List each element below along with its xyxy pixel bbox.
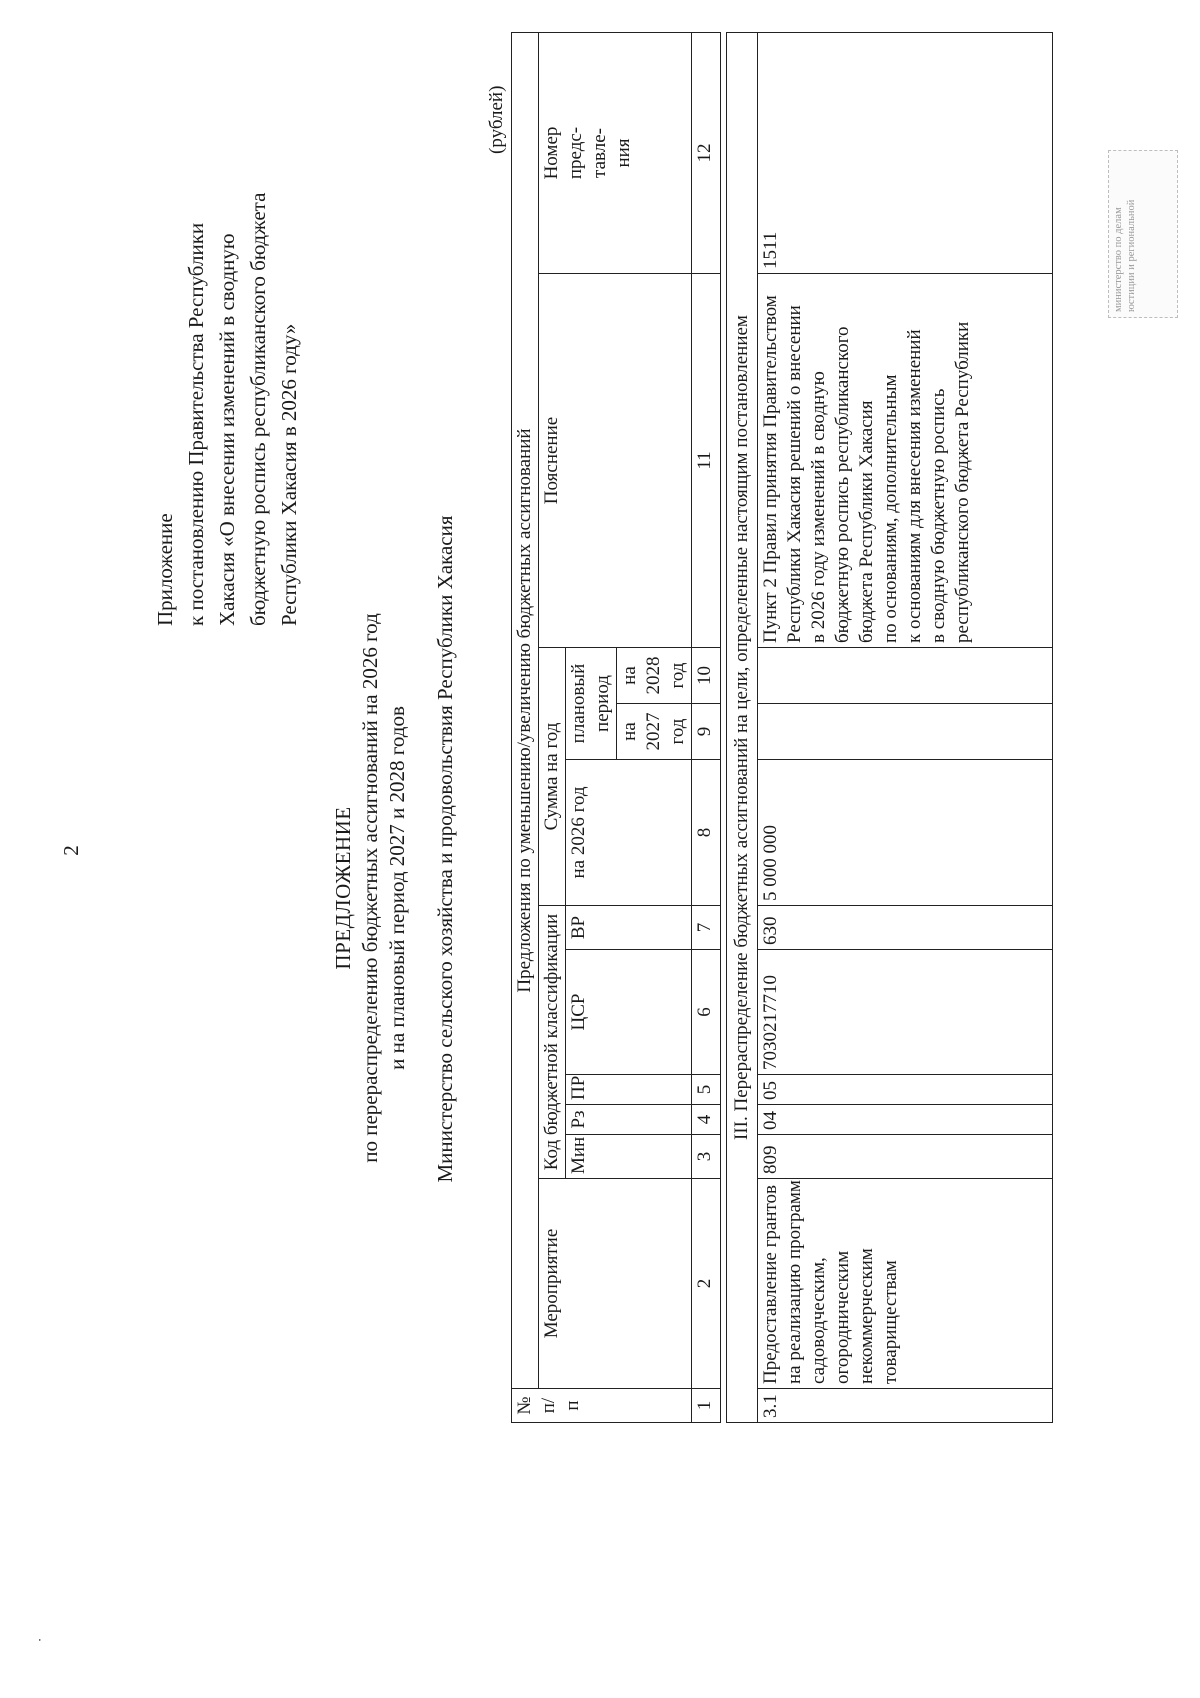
event-line: некоммерческим <box>856 1248 877 1384</box>
header-submission-line: Номер <box>541 126 562 180</box>
header-sum: Сумма на год <box>539 648 566 906</box>
header-pr: ПР <box>566 1075 692 1105</box>
event-line: на реализацию программ <box>784 1180 805 1384</box>
header-submission-line: предс- <box>565 126 586 180</box>
cell-explanation <box>758 274 1053 648</box>
page-number: 2 <box>58 845 83 856</box>
reallocation-table <box>511 32 1053 1423</box>
section-row <box>727 33 758 1423</box>
header-min: Мин <box>566 1135 692 1179</box>
header-2027-line: на <box>619 722 640 741</box>
appendix-line: Республики Хакасия в 2026 году» <box>277 323 301 626</box>
header-vr: ВР <box>566 906 692 950</box>
explanation-line: в сводную бюджетную роспись <box>928 388 949 643</box>
appendix-line: к постановлению Правительства Республики <box>184 222 208 626</box>
document-subtitle-line: по перераспределению бюджетных ассигнований на 2026 год <box>358 613 382 1163</box>
explanation-line: бюджета Республики Хакасия <box>856 400 877 643</box>
column-number: 7 <box>692 906 721 950</box>
column-number: 6 <box>692 950 721 1075</box>
explanation-line: в 2026 году изменений в сводную <box>808 371 829 643</box>
column-number: 3 <box>692 1135 721 1179</box>
header-rz: Рз <box>566 1105 692 1135</box>
appendix-line: Хакасия «О внесении изменений в сводную <box>215 233 239 626</box>
stamp-line: юстиции и региональной <box>1126 199 1137 312</box>
header-num: № п/п <box>512 1389 692 1423</box>
column-number: 10 <box>692 648 721 704</box>
header-2027-line: 2027 <box>643 712 664 751</box>
document-subtitle-line: и на плановый период 2027 и 2028 годов <box>385 706 409 1070</box>
header-row <box>512 33 539 1423</box>
explanation-line: Пункт 2 Правил принятия Правительством <box>760 295 781 643</box>
header-event: Мероприятие <box>539 1179 692 1389</box>
table-row <box>758 33 1053 1423</box>
column-number: 2 <box>692 1179 721 1389</box>
units-label: (рублей) <box>486 85 507 154</box>
ministry-name: Министерство сельского хозяйства и продовольствия Республики Хакасия <box>433 515 457 1183</box>
event-line: Предоставление грантов <box>760 1184 781 1384</box>
appendix-line: бюджетную роспись республиканского бюджета <box>246 192 270 626</box>
explanation-line: республиканского бюджета Республики <box>952 321 973 643</box>
column-number: 12 <box>692 33 721 274</box>
document-title: ПРЕДЛОЖЕНИЕ <box>331 806 355 970</box>
explanation-line: к основаниям для внесения изменений <box>904 329 925 643</box>
header-2026: на 2026 год <box>566 760 692 906</box>
scan-mark: · <box>32 1637 48 1643</box>
header-2027-line: год <box>667 718 688 745</box>
cell-vr: 630 <box>758 906 1053 950</box>
cell-rz: 04 <box>758 1105 1053 1135</box>
explanation-line: по основаниям, дополнительным <box>880 374 901 643</box>
header-2028-line: на <box>619 666 640 685</box>
header-csr: ЦСР <box>566 950 692 1075</box>
cell-min: 809 <box>758 1135 1053 1179</box>
cell-event <box>758 1179 1053 1389</box>
cell-csr: 7030217710 <box>758 950 1053 1075</box>
stamp-line: министерство по делам <box>1113 207 1124 312</box>
cell-num: 3.1 <box>758 1389 1053 1423</box>
event-line: товариществам <box>880 1260 901 1384</box>
document-title-block <box>330 438 411 1338</box>
event-line: садоводческим, <box>808 1257 829 1384</box>
appendix-header <box>150 66 305 626</box>
cell-2026: 5 000 000 <box>758 760 1053 906</box>
explanation-line: бюджетную роспись республиканского <box>832 326 853 643</box>
header-2028-line: год <box>667 662 688 689</box>
header-2028 <box>617 648 692 704</box>
header-submission-line: ния <box>613 138 634 168</box>
header-row <box>539 33 566 1423</box>
header-2027 <box>617 704 692 760</box>
section-title: III. Перераспределение бюджетных ассигнований на цели, определенные настоящим постановлением <box>727 33 758 1423</box>
header-planned-period: плановый период <box>566 648 617 760</box>
cell-pr: 05 <box>758 1075 1053 1105</box>
column-number-row <box>692 33 721 1423</box>
cell-2027 <box>758 704 1053 760</box>
header-proposals: Предложения по уменьшению/увеличению бюджетных ассигнований <box>512 33 539 1389</box>
cell-submission-number: 1511 <box>758 33 1053 274</box>
column-number: 8 <box>692 760 721 906</box>
column-number: 9 <box>692 704 721 760</box>
header-2028-line: 2028 <box>643 656 664 695</box>
column-number: 1 <box>692 1389 721 1423</box>
column-number: 11 <box>692 274 721 648</box>
header-submission-number <box>539 33 692 274</box>
appendix-line: Приложение <box>153 513 177 626</box>
header-code: Код бюджетной классификации <box>539 906 566 1179</box>
column-number: 4 <box>692 1105 721 1135</box>
event-line: огородническим <box>832 1250 853 1384</box>
cell-2028 <box>758 648 1053 704</box>
explanation-line: Республики Хакасия решений о внесении <box>784 305 805 643</box>
header-submission-line: тавле- <box>589 128 610 178</box>
column-number: 5 <box>692 1075 721 1105</box>
header-explanation: Пояснение <box>539 274 692 648</box>
